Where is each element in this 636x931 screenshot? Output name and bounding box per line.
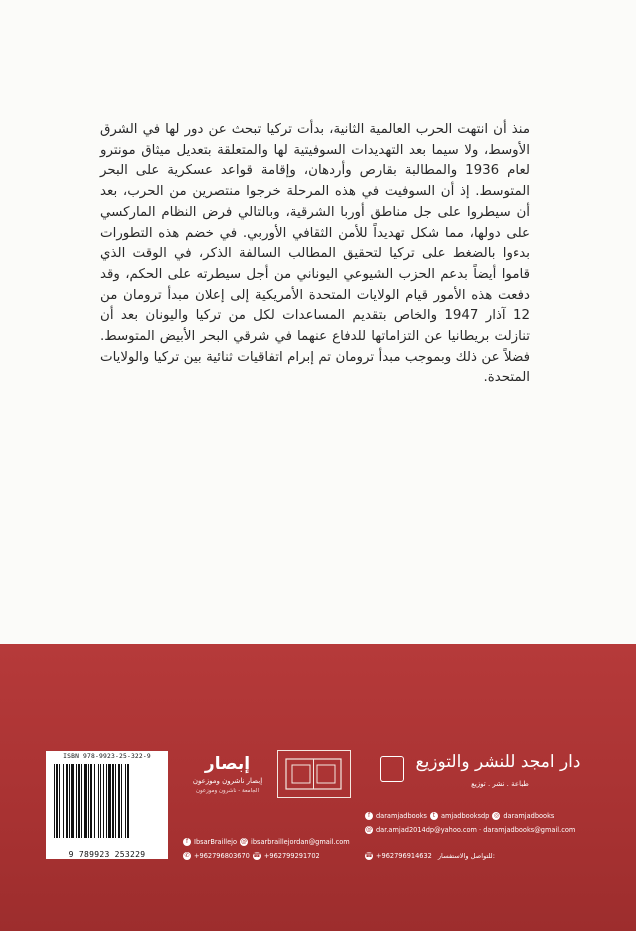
publisher-tagline: طباعة . نشر . توزيع <box>471 780 529 788</box>
distributor-name: إبصار <box>204 754 251 774</box>
publisher-name: دار امجد للنشر والتوزيع <box>415 752 581 772</box>
distributor-email: ibsarbraillejordan@gmail.com <box>251 838 350 846</box>
distributor-phone1: +962796803670 <box>194 852 250 860</box>
barcode-stripe <box>106 764 107 838</box>
publisher-email: dar.amjad2014dp@yahoo.com · daramjadbooks@gmail.com <box>376 826 576 834</box>
barcode-stripe <box>76 764 77 838</box>
barcode-stripe <box>71 764 74 838</box>
publisher-instagram: daramjadbooks <box>503 812 555 820</box>
barcode-stripe <box>118 764 120 838</box>
back-cover-blurb: منذ أن انتهت الحرب العالمية الثانية، بدأت تركيا تبحث عن دور لها في الشرق الأوسط، ولا سيما بعد التهديدات السوفيتية لها والمتعلقة بتعديل ميثاق مونترو لعام 1936 والمطالبة بقارص وأردهان، وإقامة قواعد عسكرية على البحر المتوسط. إذ أن السوفيت في هذه المرحلة خرجوا منتصرين من الحرب، بعد أن سيطروا على جل مناطق أوربا الشرقية، وبالتالي فرض النظام الماركسي على دولها، مما شكل تهديداً للأمن الثقافي الأوربي. في خضم هذه التطورات بدءوا بالضغط على تركيا لتحقيق المطالب السالفة الذكر، في الوقت الذي قاموا أيضاً بدعم الحزب الشيوعي اليوناني من أجل سيطرته على الحكم، وقد دفعت هذه الأمور قيام الولايات المتحدة الأمريكية إلى إعلان مبدأ ترومان من 12 آذار 1947 والخاص بتقديم المساعدات لكل من تركيا واليونان بعد أن تنازلت بريطانيا عن التزاماتها للدفاع عنهما في شرقي البحر الأبيض المتوسط. فضلاً عن ذلك وبموجب مبدأ ترومان تم إبرام اتفاقيات ثنائية بين تركيا والولايات المتحدة. <box>100 122 531 386</box>
barcode-stripe <box>94 764 95 838</box>
barcode-stripe <box>121 764 122 838</box>
publisher-email-row <box>362 826 575 834</box>
publisher-social-row <box>362 812 554 820</box>
publisher-seal-icon <box>380 756 404 782</box>
barcode-stripe <box>100 764 101 838</box>
facebook-icon: f <box>183 838 191 846</box>
distributor-logo-block <box>180 750 356 835</box>
distributor-subtitle: إبصار ناشرون وموزعون <box>192 777 263 785</box>
publisher-phone: +962796914632 <box>376 852 432 860</box>
barcode-stripe <box>54 764 55 838</box>
email-icon: @ <box>366 826 372 833</box>
email-icon: @ <box>241 838 248 845</box>
distributor-phone2: +962799291702 <box>263 852 320 860</box>
barcode-digits: 9 789923 253229 <box>46 850 168 859</box>
barcode-stripe <box>98 764 99 838</box>
barcode-stripe <box>115 764 116 838</box>
publisher-phone-row <box>362 852 495 860</box>
whatsapp-icon: ✆ <box>184 852 190 859</box>
instagram-icon: ◎ <box>493 812 499 819</box>
book-shelf-icon <box>277 750 351 798</box>
barcode-stripe <box>78 764 80 838</box>
barcode-stripe <box>81 764 82 838</box>
barcode-stripe <box>69 764 70 838</box>
publisher-logo-block <box>380 750 616 810</box>
barcode-stripe <box>88 764 89 838</box>
distributor-tagline: الجامعة - ناشرون وموزعون <box>195 788 259 794</box>
barcode-stripe <box>127 764 129 838</box>
barcode-stripe <box>66 764 68 838</box>
publisher-facebook: daramjadbooks <box>376 812 427 820</box>
publisher-twitter: amjadbooksdp <box>440 812 490 820</box>
barcode-stripe <box>125 764 126 838</box>
barcode-stripe <box>112 764 114 838</box>
twitter-icon: t <box>430 812 438 820</box>
isbn-label: ISBN 978-9923-25-322-9 <box>63 753 151 760</box>
publisher-contact-label: للتواصل والاستفسار: <box>437 852 495 860</box>
distributor-social-row <box>180 838 350 846</box>
phone-icon: ☎ <box>365 852 373 859</box>
barcode-stripe <box>108 764 111 838</box>
phone-icon: ☎ <box>253 852 261 859</box>
barcode-stripe <box>59 764 60 838</box>
isbn-barcode <box>46 751 168 859</box>
distributor-facebook: IbsarBraillejo <box>194 838 238 846</box>
facebook-icon: f <box>365 812 373 820</box>
barcode-stripe <box>84 764 87 838</box>
barcode-bars <box>52 764 162 848</box>
barcode-stripe <box>56 764 58 838</box>
barcode-stripe <box>90 764 92 838</box>
barcode-stripe <box>63 764 64 838</box>
barcode-stripe <box>103 764 104 838</box>
distributor-phone-row <box>180 852 320 860</box>
